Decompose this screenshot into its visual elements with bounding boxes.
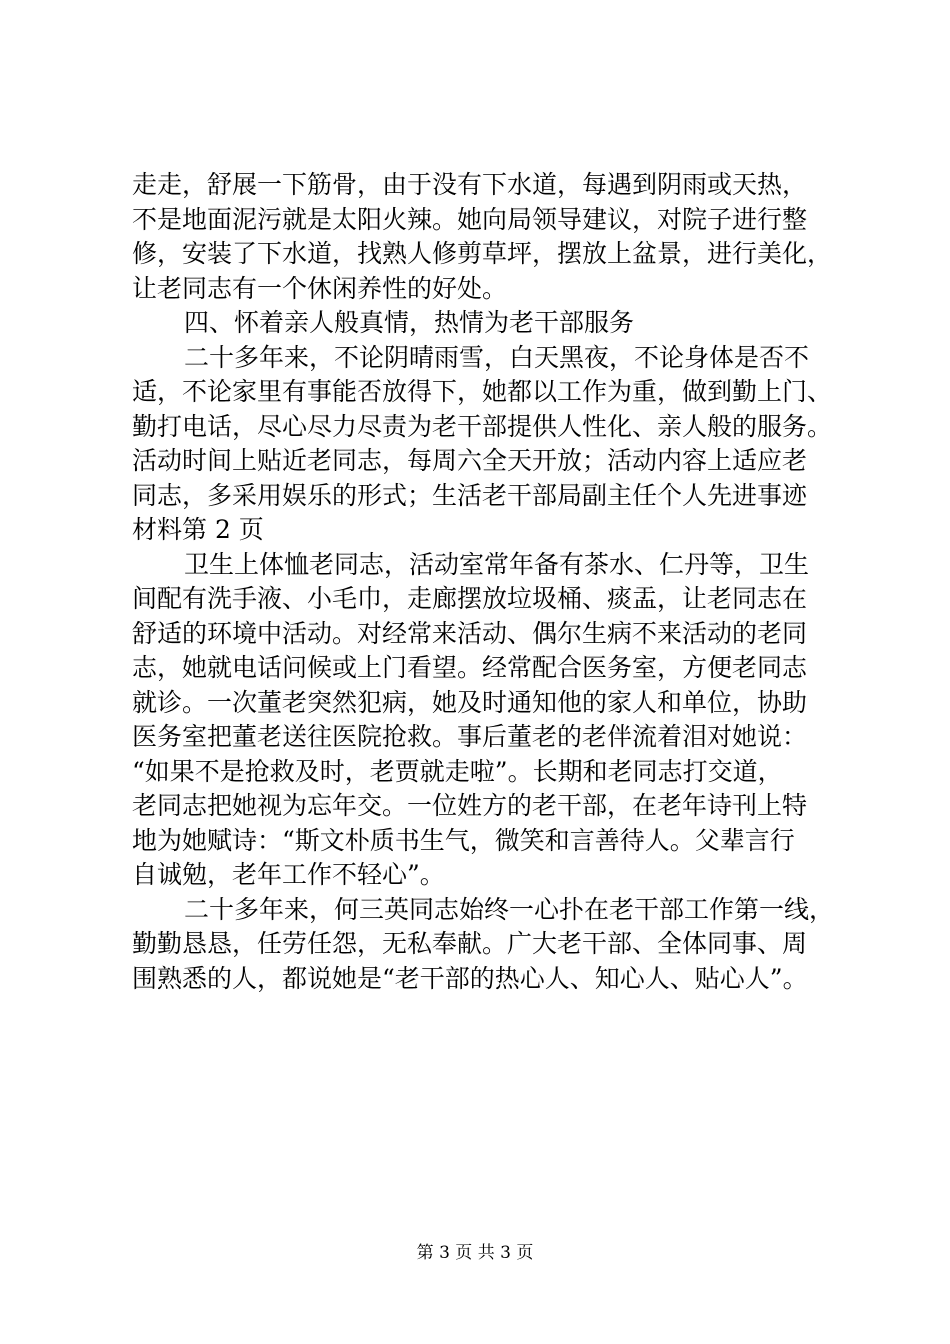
text-line: 医务室把董老送往医院抢救。事后董老的老伴流着泪对她说： [132,722,808,751]
text-line: 志，她就电话问候或上门看望。经常配合医务室，方便老同志 [132,653,808,682]
text-line: 适，不论家里有事能否放得下，她都以工作为重，做到勤上门、 [132,377,833,406]
document-body [132,168,835,996]
text-line: 修，安装了下水道，找熟人修剪草坪，摆放上盆景，进行美化， [132,239,833,268]
text-line: “如果不是抢救及时，老贾就走啦”。长期和老同志打交道， [132,756,783,786]
text-line: 不是地面泥污就是太阳火辣。她向局领导建议，对院子进行整 [132,204,808,234]
section-heading: 四、怀着亲人般真情，热情为老干部服务 [184,308,635,337]
text-line: 二十多年来，不论阴晴雨雪，白天黑夜，不论身体是否不 [184,342,810,372]
text-line: 围熟悉的人，都说她是“老干部的热心人、知心人、贴心人”。 [132,963,808,993]
text-line: 同志，多采用娱乐的形式；生活老干部局副主任个人先进事迹 [132,480,808,510]
text-line: 走走，舒展一下筋骨，由于没有下水道，每遇到阴雨或天热， [132,170,808,199]
text-line: 活动时间上贴近老同志，每周六全天开放；活动内容上适应老 [132,446,808,475]
page-footer [0,1242,950,1264]
text-line: 自诚勉，老年工作不轻心”。 [132,860,445,889]
page-number-label: 第 3 页 共 3 页 [416,1243,534,1263]
text-line: 勤打电话，尽心尽力尽责为老干部提供人性化、亲人般的服务。 [132,411,833,441]
text-line: 老同志把她视为忘年交。一位姓方的老干部，在老年诗刊上特 [132,791,808,820]
text-line: 卫生上体恤老同志，活动室常年备有茶水、仁丹等，卫生 [184,549,810,579]
text-line: 就诊。一次董老突然犯病，她及时通知他的家人和单位，协助 [132,687,808,717]
text-line: 间配有洗手液、小毛巾，走廊摆放垃圾桶、痰盂，让老同志在 [132,584,808,613]
text-line: 勤勤恳恳，任劳任怨，无私奉献。广大老干部、全体同事、周 [132,929,808,958]
text-line: 让老同志有一个休闲养性的好处。 [132,273,508,303]
text-line: 二十多年来，何三英同志始终一心扑在老干部工作第一线， [184,894,835,924]
text-line: 材料第 2 页 [132,515,264,544]
text-line: 舒适的环境中活动。对经常来活动、偶尔生病不来活动的老同 [132,618,808,648]
text-line: 地为她赋诗：“斯文朴质书生气，微笑和言善待人。父辈言行 [132,825,795,855]
